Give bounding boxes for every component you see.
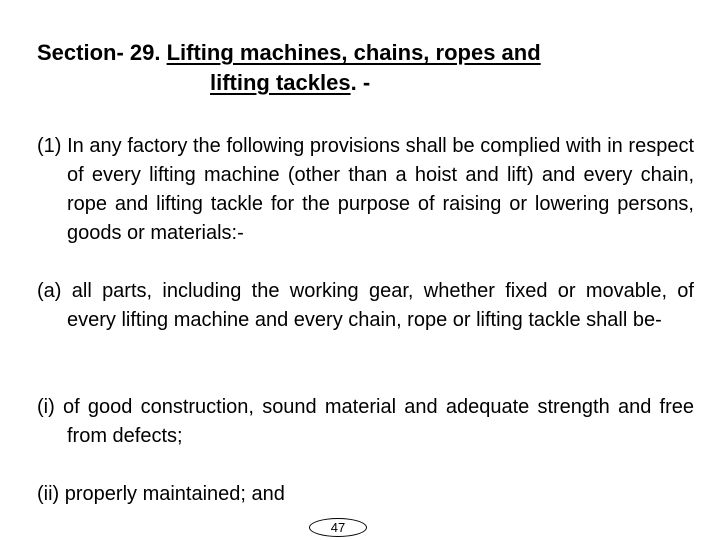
section-title-line-1: Lifting machines, chains, ropes and xyxy=(166,40,541,65)
section-title-suffix: . - xyxy=(350,70,371,95)
section-title-line-2: lifting tackles xyxy=(210,70,351,95)
section-number: Section- 29. xyxy=(37,40,167,65)
paragraph-1: (1) In any factory the following provisions shall be complied with in respect of every lifting machine (other than a hoist and lift) and every chain, rope and lifting tackle for the purpose of raising or lowering persons, goods or materials:- xyxy=(37,135,694,244)
section-heading xyxy=(37,38,697,98)
paragraph-ii: (ii) properly maintained; and xyxy=(37,483,285,505)
page-number: 47 xyxy=(309,518,367,537)
paragraph-a: (a) all parts, including the working gear, whether fixed or movable, of every lifting machine and every chain, rope or lifting tackle shall be- xyxy=(37,280,694,331)
paragraph-i: (i) of good construction, sound material and adequate strength and free from defects; xyxy=(37,396,694,447)
